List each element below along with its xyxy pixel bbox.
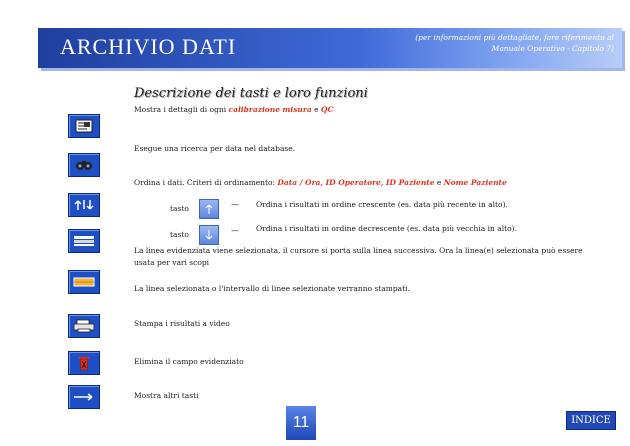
- sort-last-criterion: Nome Paziente: [443, 178, 507, 187]
- details-highlight-misura: misura: [282, 105, 312, 114]
- header-banner: [38, 24, 628, 72]
- header-note-line1: (per informazioni più dettagliate, fare riferimento al: [415, 33, 614, 42]
- details-description: [134, 104, 333, 116]
- header-note: [414, 32, 614, 54]
- sort-asc-button[interactable]: [199, 199, 219, 219]
- sort-asc-description: Ordina i risultati in ordine crescente (es. data più recente in alto).: [256, 200, 508, 209]
- search-button[interactable]: [68, 153, 100, 177]
- arrow-down-icon: [204, 229, 214, 241]
- details-button[interactable]: [68, 114, 100, 138]
- sort-desc-label: tasto: [170, 230, 189, 239]
- sort-description: [134, 177, 507, 189]
- sort-and: e: [434, 178, 444, 187]
- details-icon: [75, 119, 93, 133]
- print-selected-button[interactable]: [68, 270, 100, 294]
- print-results-description: Stampa i risultati a video: [134, 319, 230, 328]
- page-title: ARCHIVIO DATI: [60, 34, 237, 59]
- select-line-description: La linea evidenziata viene selezionata, il cursore si porta sulla linea successiva. Ora la linea(e) selezionata può essere usata per vari scopi: [134, 246, 583, 267]
- sort-asc-label: tasto: [170, 204, 189, 213]
- trash-icon: [77, 355, 91, 371]
- print-selected-description: La linea selezionata o l'intervallo di linee selezionate verranno stampati.: [134, 284, 410, 293]
- index-button[interactable]: INDICE: [566, 411, 616, 430]
- sort-button[interactable]: [68, 193, 100, 217]
- sort-asc-dash: —: [231, 200, 239, 209]
- delete-description: Elimina il campo evidenziato: [134, 357, 244, 366]
- select-line-icon: [73, 235, 95, 247]
- sort-criteria: Data / Ora, ID Operatore, ID Paziente: [277, 178, 435, 187]
- arrow-up-icon: [204, 203, 214, 215]
- details-highlight-calibrazione: calibrazione: [228, 105, 281, 114]
- delete-button[interactable]: [68, 351, 100, 375]
- more-buttons-button[interactable]: [68, 385, 100, 409]
- sort-desc-button[interactable]: [199, 225, 219, 245]
- printer-icon: [73, 319, 95, 333]
- sort-desc-description: Ordina i risultati in ordine decrescente (es. data più vecchia in alto).: [256, 224, 517, 233]
- search-description: Esegue una ricerca per data nel database.: [134, 144, 296, 153]
- select-line-button[interactable]: [68, 229, 100, 253]
- selected-range-icon: [73, 276, 95, 288]
- header-note-line2: Manuale Operativo - Capitolo 7): [491, 44, 614, 53]
- arrow-right-icon: [73, 392, 95, 402]
- details-highlight-qc: QC: [320, 105, 334, 114]
- section-title: Descrizione dei tasti e loro funzioni: [134, 86, 368, 101]
- more-buttons-description: Mostra altri tasti: [134, 391, 199, 400]
- print-results-button[interactable]: [68, 314, 100, 338]
- sort-icon: [73, 198, 95, 212]
- sort-prefix: Ordina i dati. Criteri di ordinamento:: [134, 178, 278, 187]
- page-number: 11: [286, 406, 316, 440]
- sort-desc-dash: —: [231, 226, 239, 235]
- binoculars-icon: [75, 158, 93, 172]
- details-prefix: Mostra i dettagli di ogni: [134, 105, 229, 114]
- details-and: e: [311, 105, 321, 114]
